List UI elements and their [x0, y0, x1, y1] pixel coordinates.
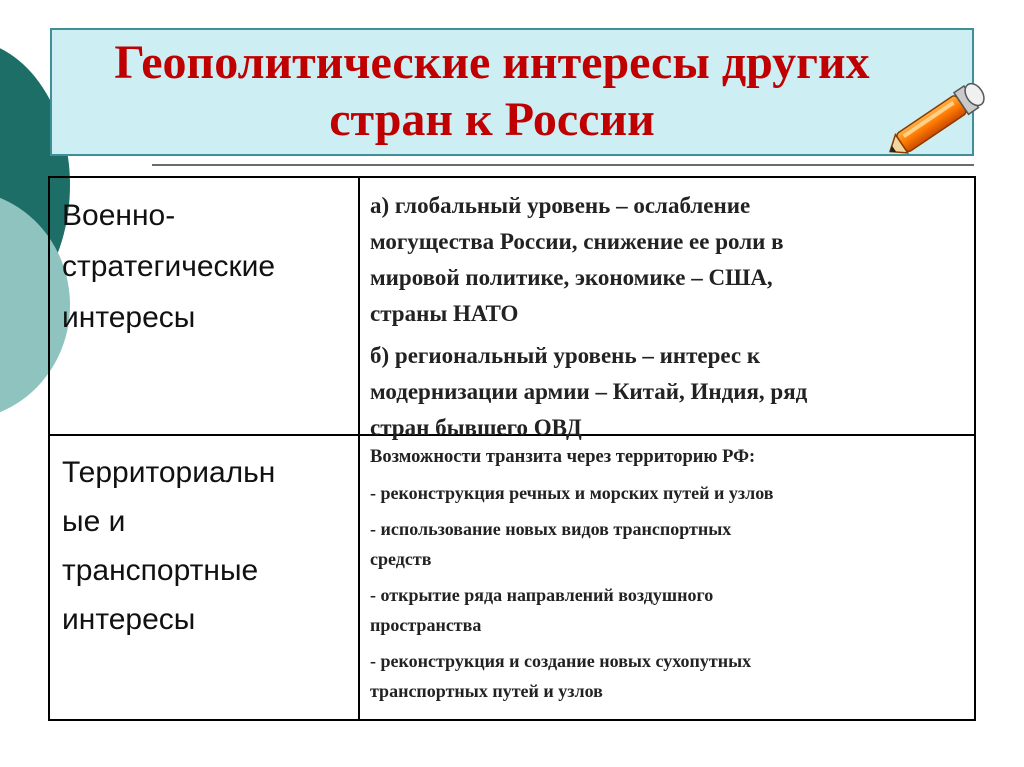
row-1-header-cell: [50, 178, 360, 436]
text-line: средств: [370, 549, 432, 569]
title-box: [50, 28, 974, 156]
row-2-list-item: [370, 514, 774, 574]
row-2-header: [62, 448, 275, 644]
row-2-header-line: ые и: [62, 505, 126, 538]
text-line: страны НАТО: [370, 301, 519, 326]
row-1-header-line: Военно-: [62, 199, 176, 232]
row-1-header: [62, 190, 275, 343]
text-line: мировой политике, экономике – США,: [370, 265, 773, 290]
row-2-header-line: транспортные: [62, 554, 259, 587]
row-2-content-cell: [360, 436, 974, 719]
text-line: модернизации армии – Китай, Индия, ряд: [370, 379, 808, 404]
row-1-content-cell: [360, 178, 974, 440]
row-2-list-item: [370, 646, 774, 706]
title-underline: [152, 164, 974, 166]
row-2-list-item: [370, 478, 774, 508]
row-2-content: [370, 442, 774, 706]
interests-table: [48, 176, 976, 721]
pencil-icon: [876, 72, 994, 168]
row-1-header-line: интересы: [62, 301, 196, 334]
text-line: транспортных путей и узлов: [370, 681, 603, 701]
slide-title: [52, 34, 932, 148]
row-2-header-line: интересы: [62, 603, 196, 636]
slide-title-line-1: Геополитические интересы других: [114, 36, 870, 89]
text-line: - реконструкция речных и морских путей и узлов: [370, 483, 774, 503]
text-line: могущества России, снижение ее роли в: [370, 229, 784, 254]
text-line: - открытие ряда направлений воздушного: [370, 585, 714, 605]
row-1-header-line: стратегические: [62, 250, 276, 283]
text-line: б) региональный уровень – интерес к: [370, 343, 761, 368]
row-2-header-cell: [50, 436, 360, 719]
text-line: Возможности транзита через территорию РФ:: [370, 447, 756, 467]
row-1-content: [370, 188, 807, 446]
text-line: стран бывшего ОВД: [370, 415, 582, 440]
row-2-header-line: Территориальн: [62, 456, 276, 489]
slide-title-line-2: стран к России: [329, 93, 655, 146]
row-1-paragraph-b: [370, 338, 807, 446]
row-2-list-item: [370, 580, 774, 640]
row-1-paragraph-a: [370, 188, 807, 332]
text-line: - реконструкция и создание новых сухопутных: [370, 651, 752, 671]
text-line: пространства: [370, 615, 482, 635]
text-line: - использование новых видов транспортных: [370, 519, 732, 539]
row-2-paragraph-intro: [370, 442, 774, 472]
text-line: а) глобальный уровень – ослабление: [370, 193, 751, 218]
